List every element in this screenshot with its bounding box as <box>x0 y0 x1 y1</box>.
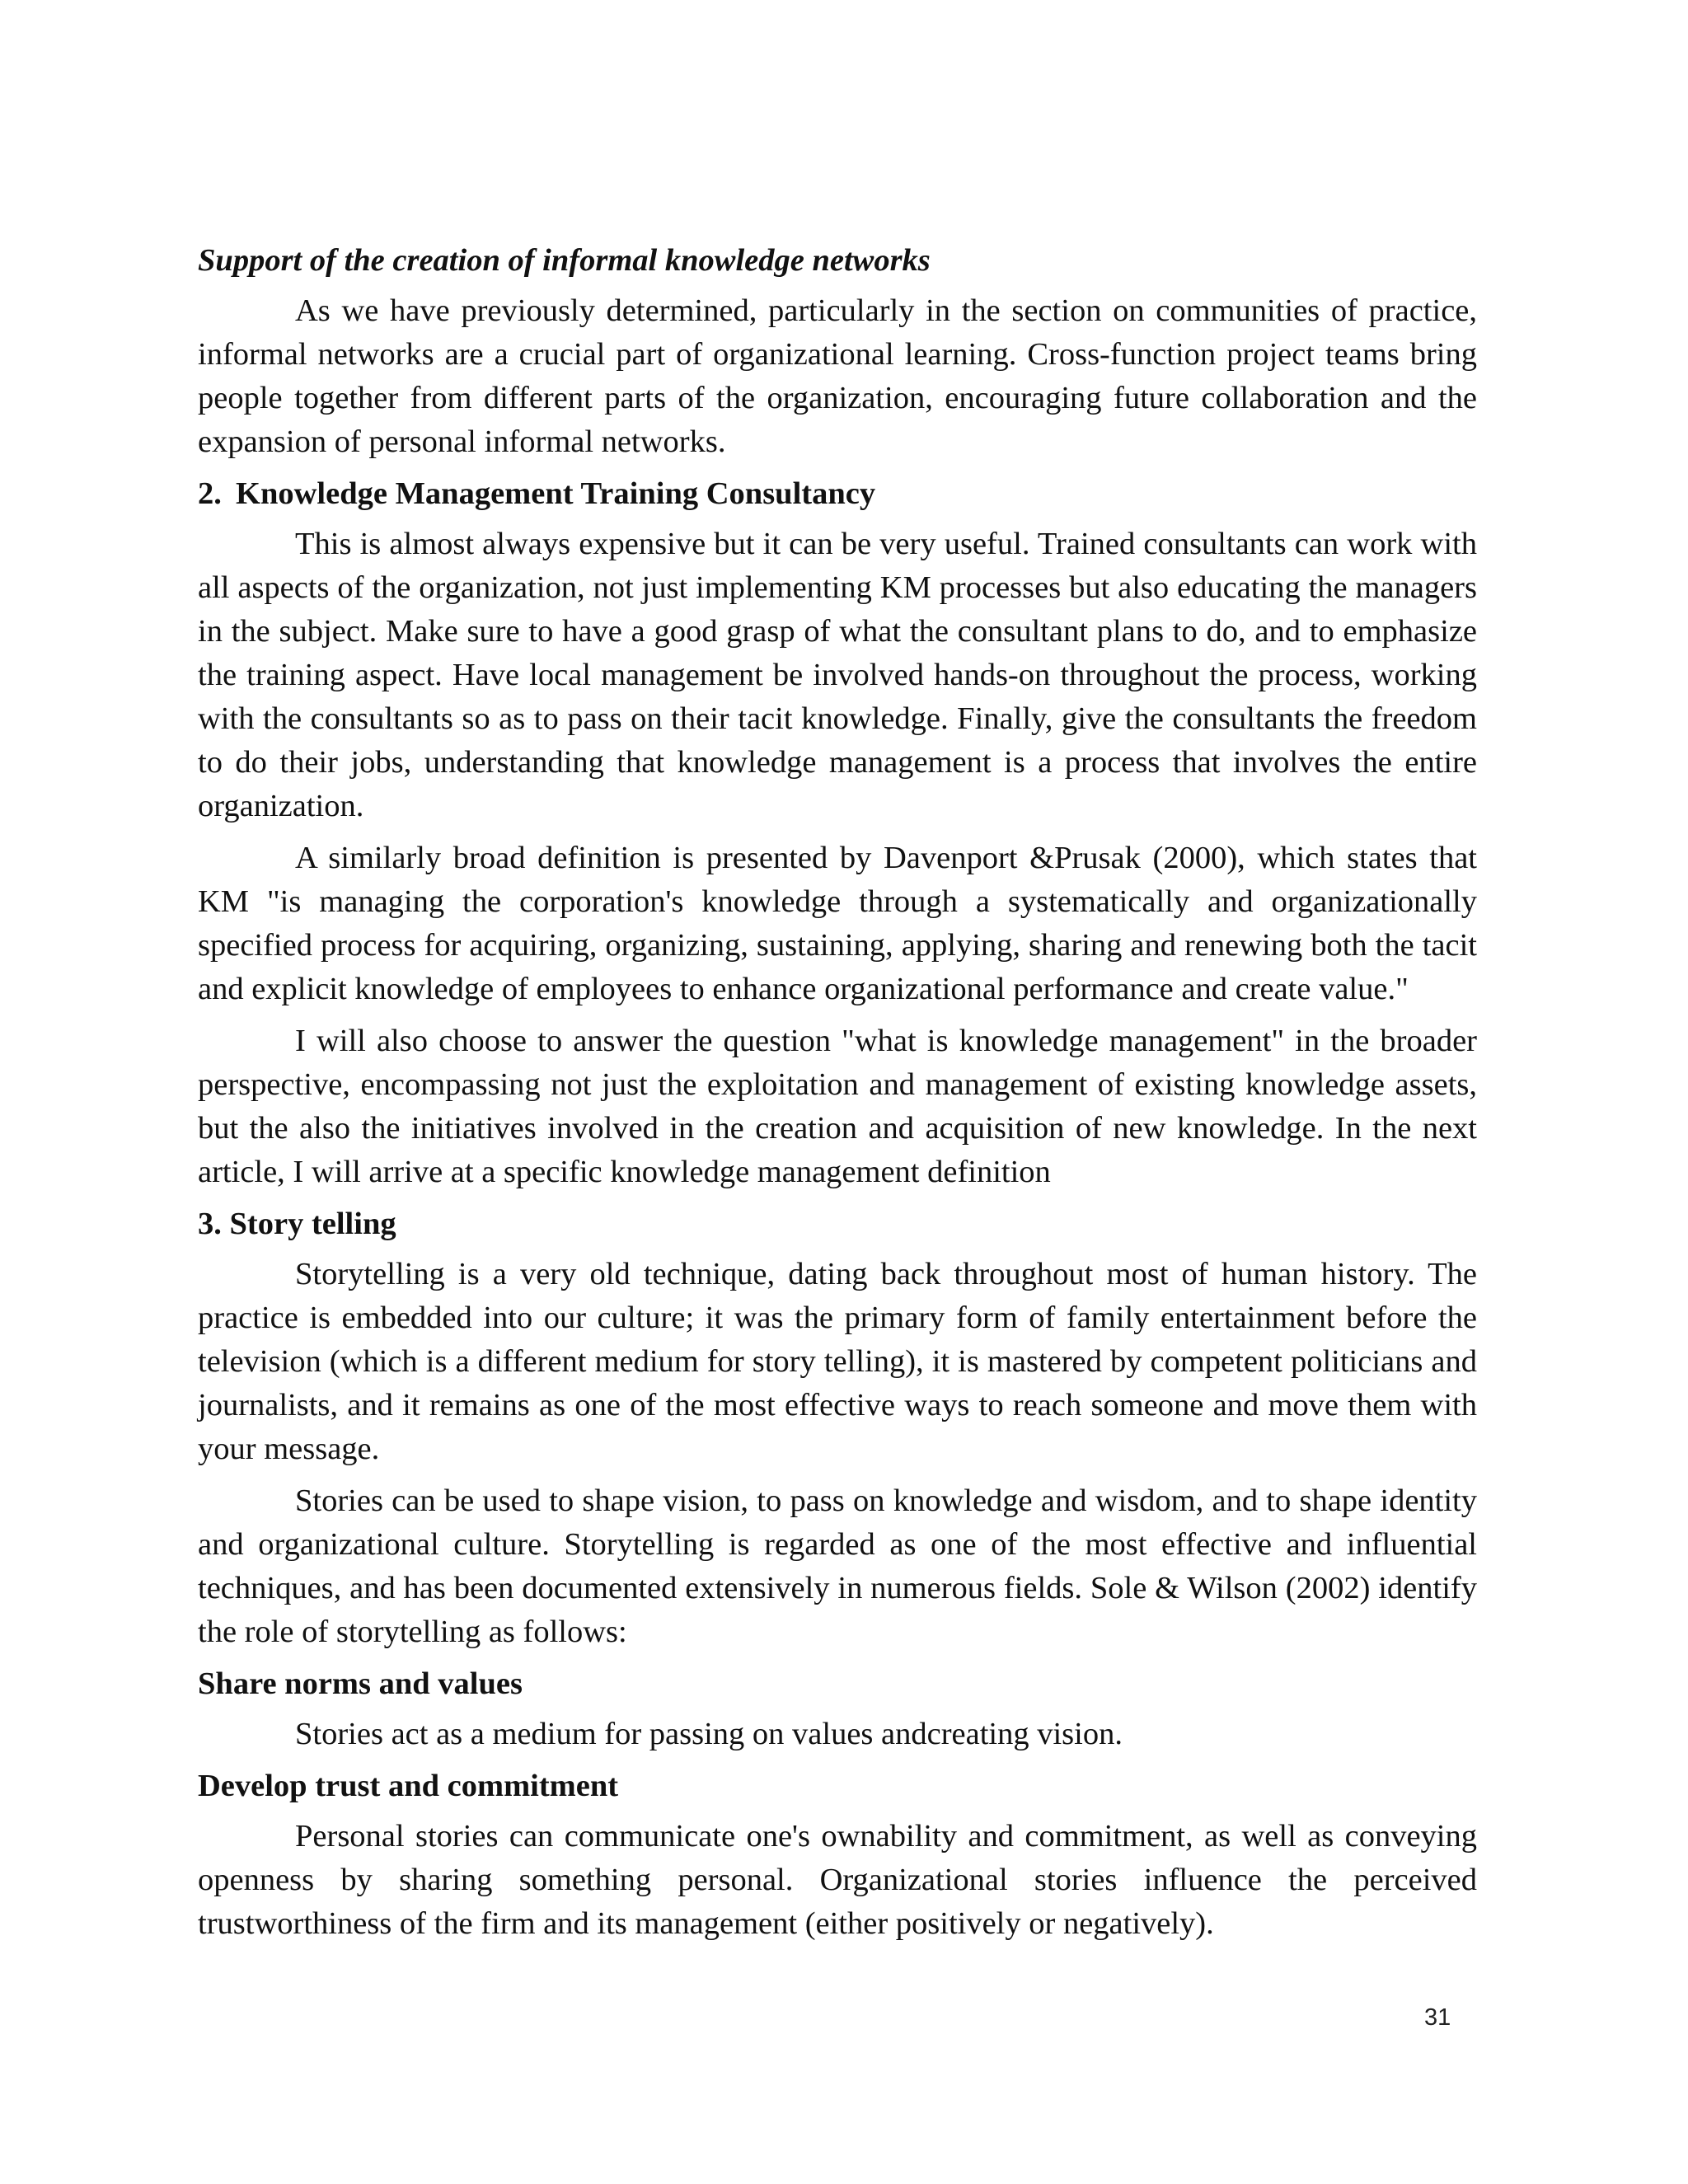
paragraph-storytelling-history: Storytelling is a very old technique, dating back throughout most of human history. The practice is embedded into our culture; it was the primary form of family entertainment before the television (which is a different medium for story telling), it is mastered by competent politicians and journalists, and it remains as one of the most effective ways to reach someone and move them with your message. <box>198 1257 1477 1466</box>
heading-trust-commitment: Develop trust and commitment <box>198 1769 619 1803</box>
heading-informal-knowledge-networks: Support of the creation of informal knowledge networks <box>198 243 931 278</box>
heading-story-telling: 3. Story telling <box>198 1207 396 1241</box>
heading-title: Knowledge Management Training Consultancy <box>236 476 876 511</box>
paragraph-informal-networks: As we have previously determined, particularly in the section on communities of practice, informal networks are a crucial part of organizational learning. Cross-function project teams bring people together from different parts of the organization, encouraging future collaboration and the expansion of personal informal networks. <box>198 293 1477 459</box>
page-content <box>198 239 1477 1954</box>
page-number: 31 <box>1424 2004 1451 2031</box>
paragraph-trust-commitment: Personal stories can communicate one's ownability and commitment, as well as conveying openness by sharing something personal. Organizational stories influence the perceived trustworthiness of the firm and its management (either positively or negatively). <box>198 1819 1477 1941</box>
heading-share-norms: Share norms and values <box>198 1666 523 1701</box>
paragraph-storytelling-uses: Stories can be used to shape vision, to pass on knowledge and wisdom, and to shape identity and organizational culture. Storytelling is regarded as one of the most effective and influential techniques, and has been documented extensively in numerous fields. Sole & Wilson (2002) identify the role of storytelling as follows: <box>198 1483 1477 1649</box>
heading-km-training-consultancy <box>198 472 1477 516</box>
paragraph-km-definition: A similarly broad definition is presented by Davenport &Prusak (2000), which states that KM "is managing the corporation's knowledge through a systematically and organizationally specified process for acquiring, organizing, sustaining, applying, sharing and renewing both the tacit and explicit knowledge of employees to enhance organizational performance and create value." <box>198 841 1477 1006</box>
paragraph-broader-perspective: I will also choose to answer the question "what is knowledge management" in the broader perspective, encompassing not just the exploitation and management of existing knowledge assets, but the also the initiatives involved in the creation and acquisition of new knowledge. In the next article, I will arrive at a specific knowledge management definition <box>198 1024 1477 1189</box>
heading-number: 2. <box>198 476 222 511</box>
paragraph-consultancy-intro: This is almost always expensive but it can be very useful. Trained consultants can work with all aspects of the organization, not just implementing KM processes but also educating the managers in the subject. Make sure to have a good grasp of what the consultant plans to do, and to emphasize the training aspect. Have local management be involved hands-on throughout the process, working with the consultants so as to pass on their tacit knowledge. Finally, give the consultants the freedom to do their jobs, understanding that knowledge management is a process that involves the entire organization. <box>198 527 1477 823</box>
paragraph-share-norms: Stories act as a medium for passing on values andcreating vision. <box>295 1717 1123 1751</box>
